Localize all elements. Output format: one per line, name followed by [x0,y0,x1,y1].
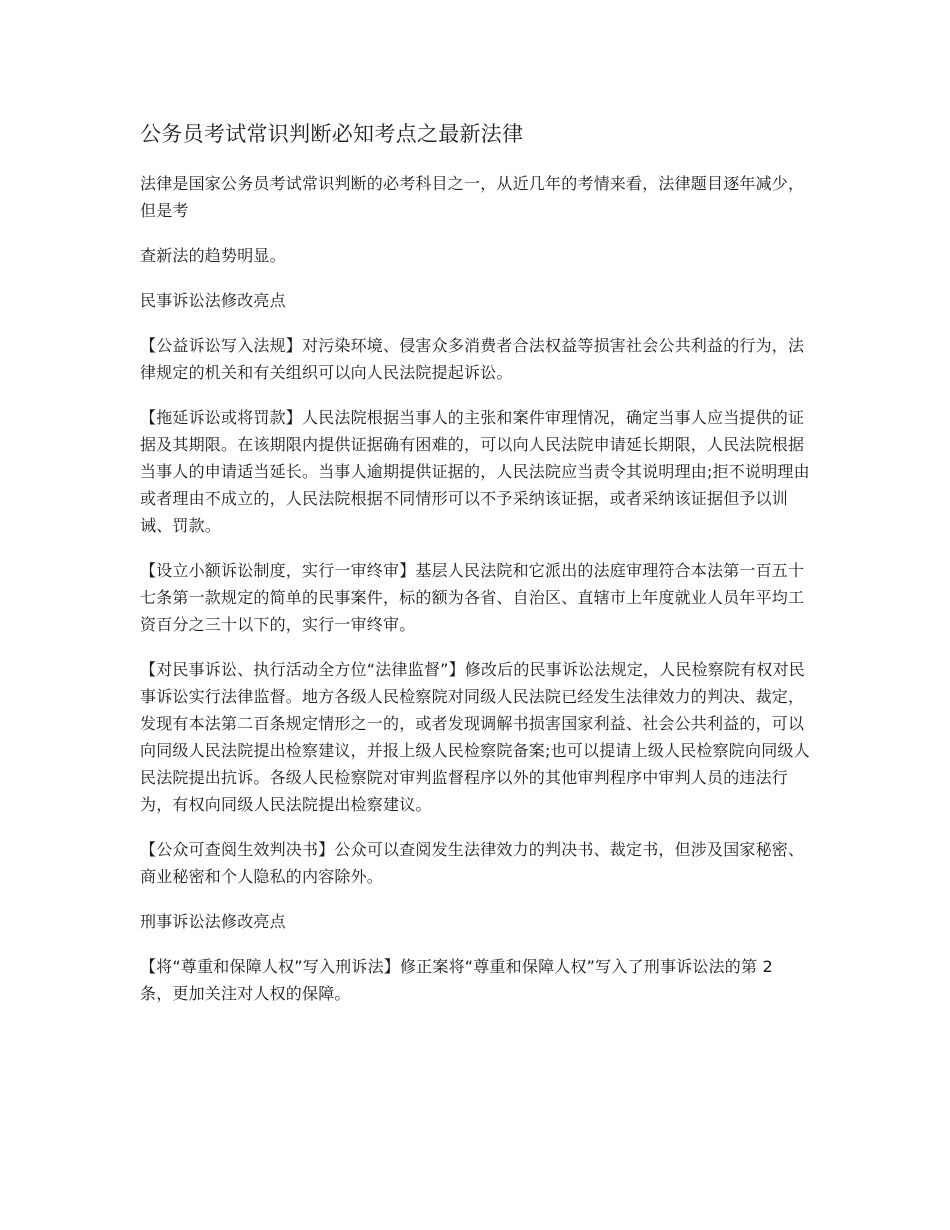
paragraph-human-rights: 【将“尊重和保障人权”写入刑诉法】修正案将“尊重和保障人权”写入了刑事诉讼法的第 2 条，更加关注对人权的保障。 [140,957,773,1003]
section-heading-civil-procedure: 民事诉讼法修改亮点 [140,291,286,310]
section-heading-criminal-procedure: 刑事诉讼法修改亮点 [140,912,286,931]
paragraph-delay-penalty: 【拖延诉讼或将罚款】人民法院根据当事人的主张和案件审理情况，确定当事人应当提供的证据及其期限。在该期限内提供证据确有困难的，可以向人民法院申请延长期限，人民法院根据当事人的申请适当延长。当事人逾期提供证据的，人民法院应当责令其说明理由;拒不说明理由或者理由不成立的，人民法院根据不同情形可以不予采纳该证据，或者采纳该证据但予以训诫、罚款。 [140,408,810,535]
intro-paragraph: 法律是国家公务员考试常识判断的必考科目之一，从近几年的考情来看，法律题目逐年减少，但是考 [140,174,805,220]
intro-paragraph-continued: 查新法的趋势明显。 [140,246,286,265]
document-page [140,118,810,1025]
paragraph-public-judgments: 【公众可查阅生效判决书】公众可以查阅发生法律效力的判决书、裁定书，但涉及国家秘密、商业秘密和个人隐私的内容除外。 [140,840,805,886]
paragraph-legal-supervision: 【对民事诉讼、执行活动全方位“法律监督”】修改后的民事诉讼法规定，人民检察院有权对民事诉讼实行法律监督。地方各级人民检察院对同级人民法院已经发生法律效力的判决、裁定，发现有本法第二百条规定情形之一的，或者发现调解书损害国家利益、社会公共利益的，可以向同级人民法院提出检察建议，并报上级人民检察院备案;也可以提请上级人民检察院向同级人民法院提出抗诉。各级人民检察院对审判监督程序以外的其他审判程序中审判人员的违法行为，有权向同级人民法院提出检察建议。 [140,660,810,814]
paragraph-public-interest-litigation: 【公益诉讼写入法规】对污染环境、侵害众多消费者合法权益等损害社会公共利益的行为，法律规定的机关和有关组织可以向人民法院提起诉讼。 [140,336,805,382]
document-title: 公务员考试常识判断必知考点之最新法律 [140,122,524,146]
paragraph-small-claims: 【设立小额诉讼制度，实行一审终审】基层人民法院和它派出的法庭审理符合本法第一百五十七条第一款规定的简单的民事案件，标的额为各省、自治区、直辖市上年度就业人员年平均工资百分之三十以下的，实行一审终审。 [140,561,805,634]
